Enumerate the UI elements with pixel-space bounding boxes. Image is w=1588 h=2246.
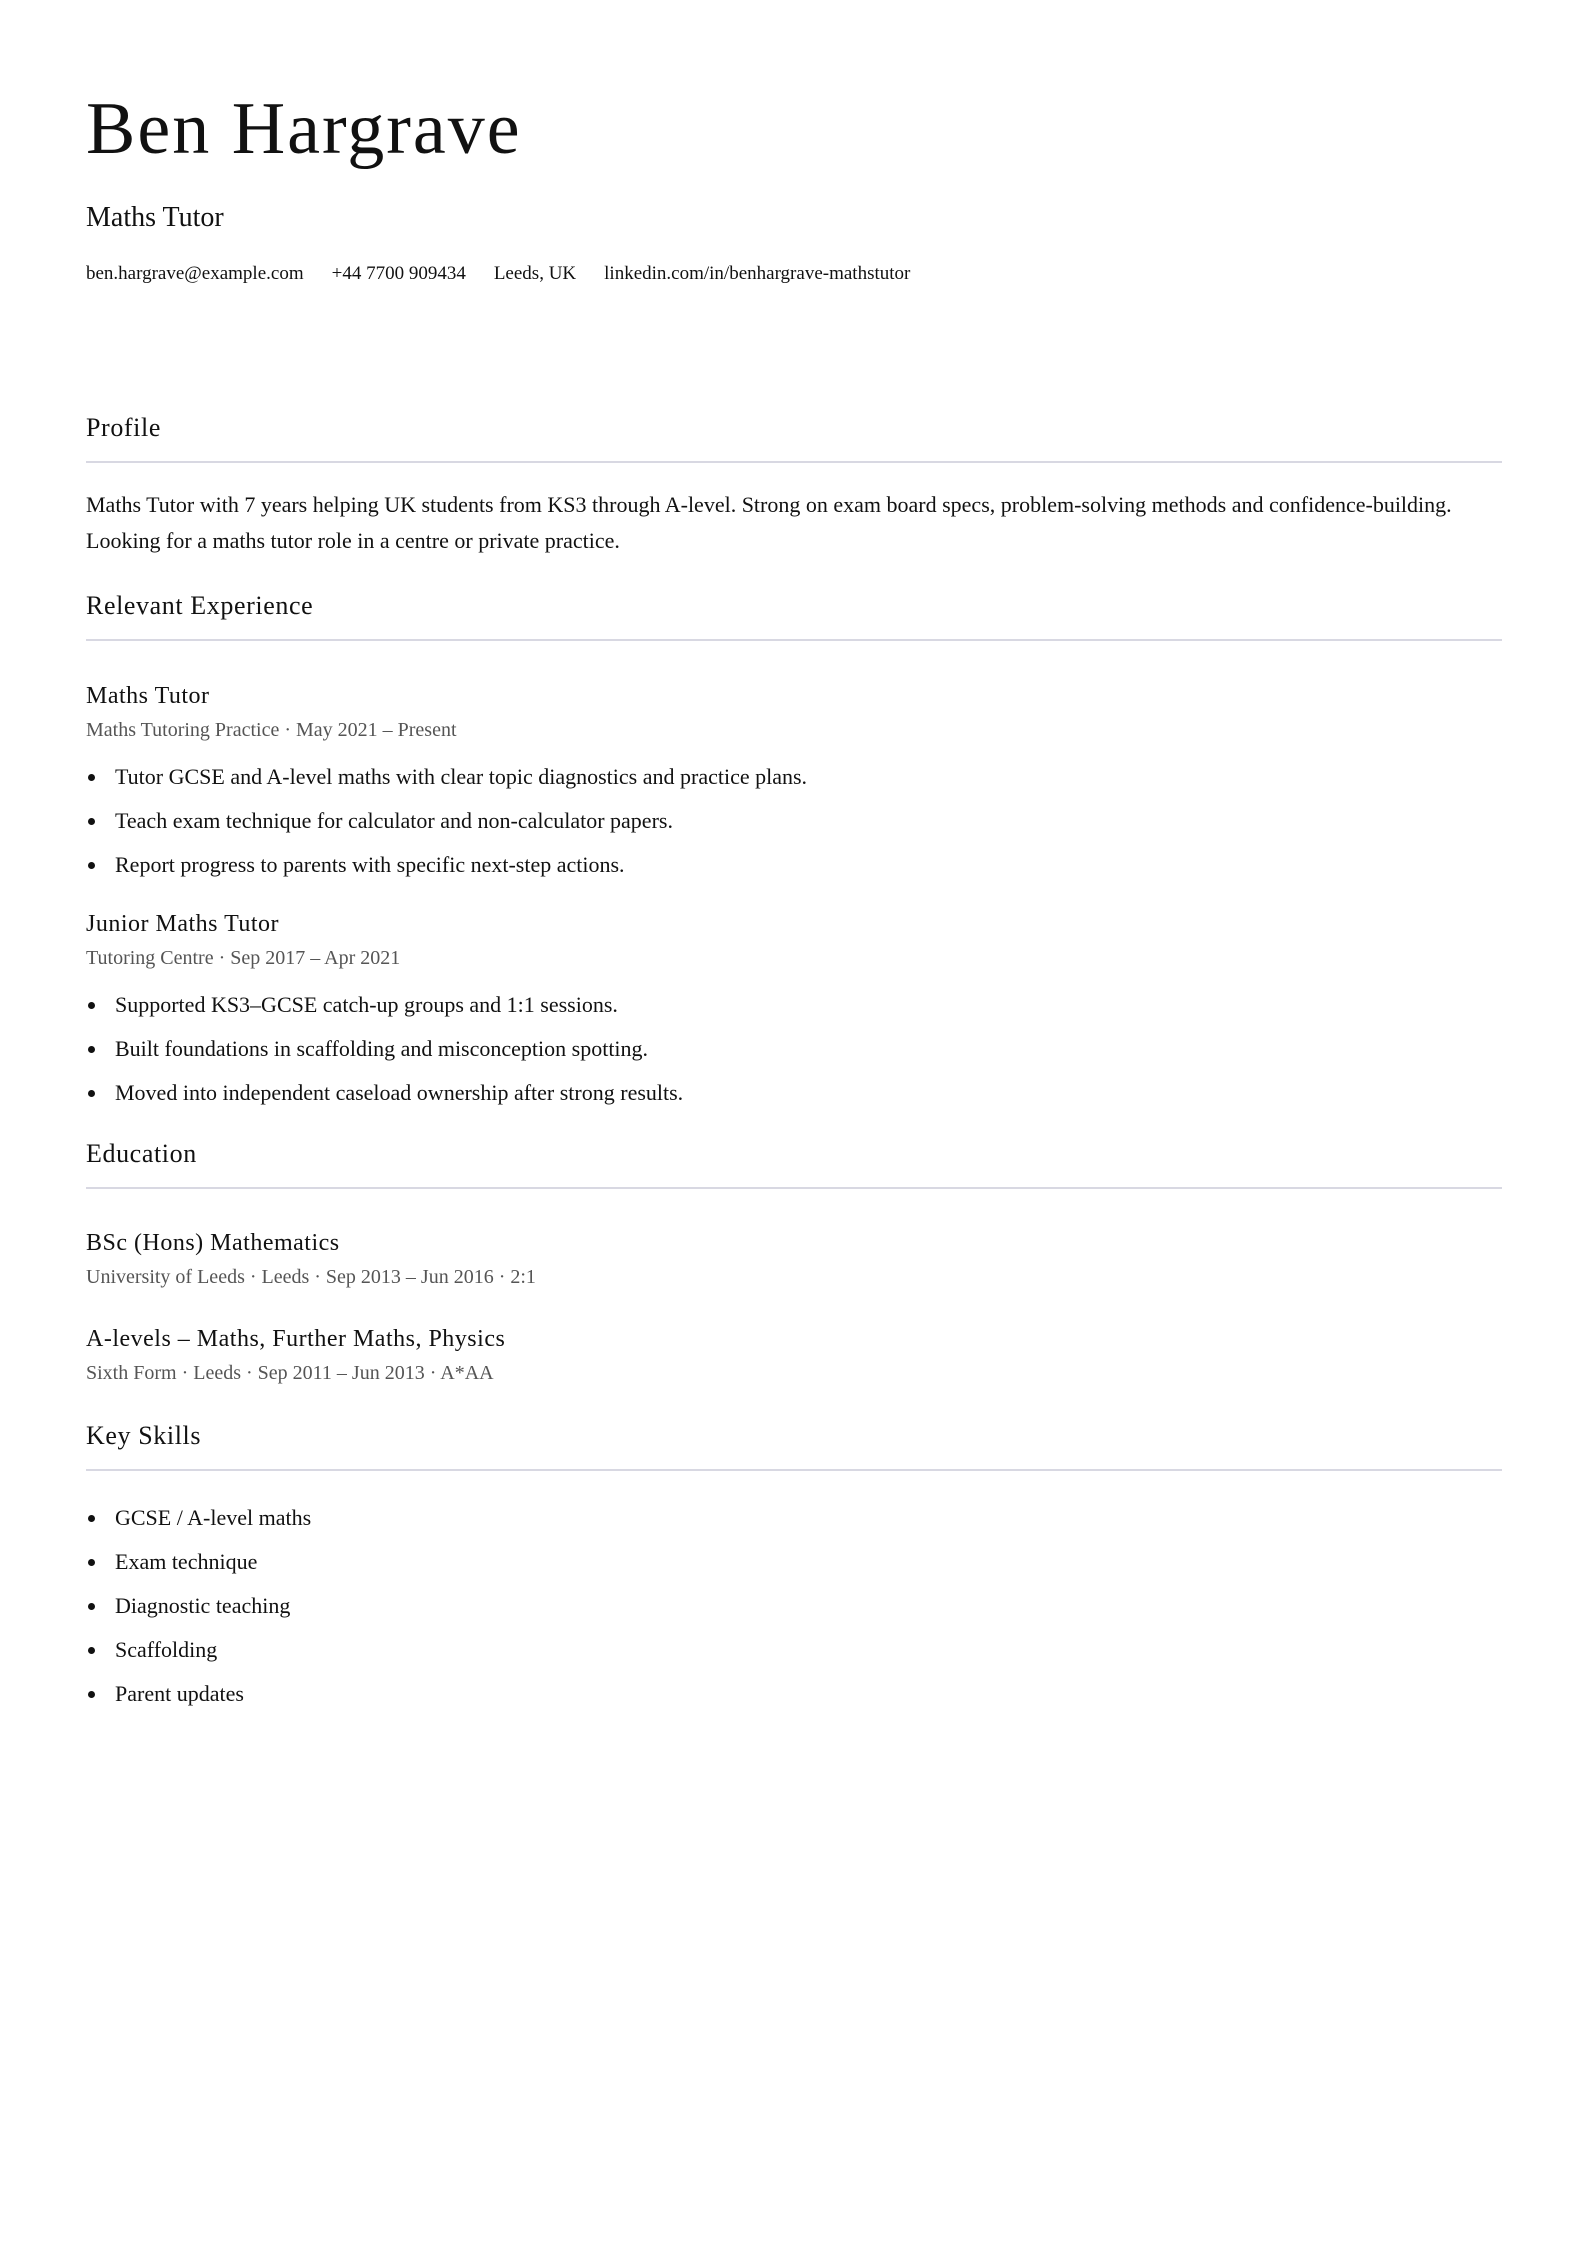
- job-meta: Maths Tutoring Practice · May 2021 – Present: [86, 719, 457, 741]
- job-bullets: [86, 994, 1502, 1126]
- job-title: Junior Maths Tutor: [86, 911, 280, 937]
- degree-title: A-levels – Maths, Further Maths, Physics: [86, 1326, 506, 1352]
- candidate-name: Ben Hargrave: [86, 88, 522, 170]
- skill-item: GCSE / A-level maths: [86, 1507, 1502, 1551]
- job-bullet: Built foundations in scaffolding and misconception spotting.: [86, 1038, 1502, 1082]
- job-bullet: Supported KS3–GCSE catch-up groups and 1:1 sessions.: [86, 994, 1502, 1038]
- skill-item: Scaffolding: [86, 1639, 1502, 1683]
- education-heading: Education: [86, 1141, 1502, 1189]
- profile-summary: Maths Tutor with 7 years helping UK students from KS3 through A-level. Strong on exam board specs, problem-solving methods and confidence-building. Looking for a maths tutor role in a centre or private practice.: [86, 492, 1452, 553]
- degree-meta: University of Leeds · Leeds · Sep 2013 – Jun 2016 · 2:1: [86, 1266, 536, 1288]
- job-title: Maths Tutor: [86, 683, 210, 709]
- job-meta: Tutoring Centre · Sep 2017 – Apr 2021: [86, 947, 401, 969]
- degree-meta: Sixth Form · Leeds · Sep 2011 – Jun 2013 · A*AA: [86, 1362, 494, 1384]
- skill-item: Parent updates: [86, 1683, 1502, 1727]
- candidate-title: Maths Tutor: [86, 202, 224, 233]
- job-bullet: Moved into independent caseload ownership after strong results.: [86, 1082, 1502, 1126]
- job-bullet: Tutor GCSE and A-level maths with clear topic diagnostics and practice plans.: [86, 766, 1502, 810]
- contact-location: Leeds, UK: [493, 263, 577, 284]
- skills-heading: Key Skills: [86, 1423, 1502, 1471]
- job-bullets: [86, 766, 1502, 898]
- contact-line: [86, 264, 1502, 283]
- experience-heading: Relevant Experience: [86, 593, 1502, 641]
- degree-title: BSc (Hons) Mathematics: [86, 1230, 340, 1256]
- contact-linkedin[interactable]: linkedin.com/in/benhargrave-mathstutor: [604, 263, 911, 284]
- skill-item: Diagnostic teaching: [86, 1595, 1502, 1639]
- job-entry: [86, 912, 1502, 1126]
- contact-email[interactable]: ben.hargrave@example.com: [86, 263, 304, 284]
- education-entry: [86, 1231, 1502, 1287]
- skill-item: Exam technique: [86, 1551, 1502, 1595]
- job-bullet: Report progress to parents with specific next-step actions.: [86, 854, 1502, 898]
- skills-list: [86, 1507, 1502, 1727]
- education-entry: [86, 1327, 1502, 1383]
- contact-phone[interactable]: +44 7700 909434: [331, 263, 466, 284]
- job-entry: [86, 684, 1502, 898]
- profile-heading: Profile: [86, 415, 1502, 463]
- job-bullet: Teach exam technique for calculator and non-calculator papers.: [86, 810, 1502, 854]
